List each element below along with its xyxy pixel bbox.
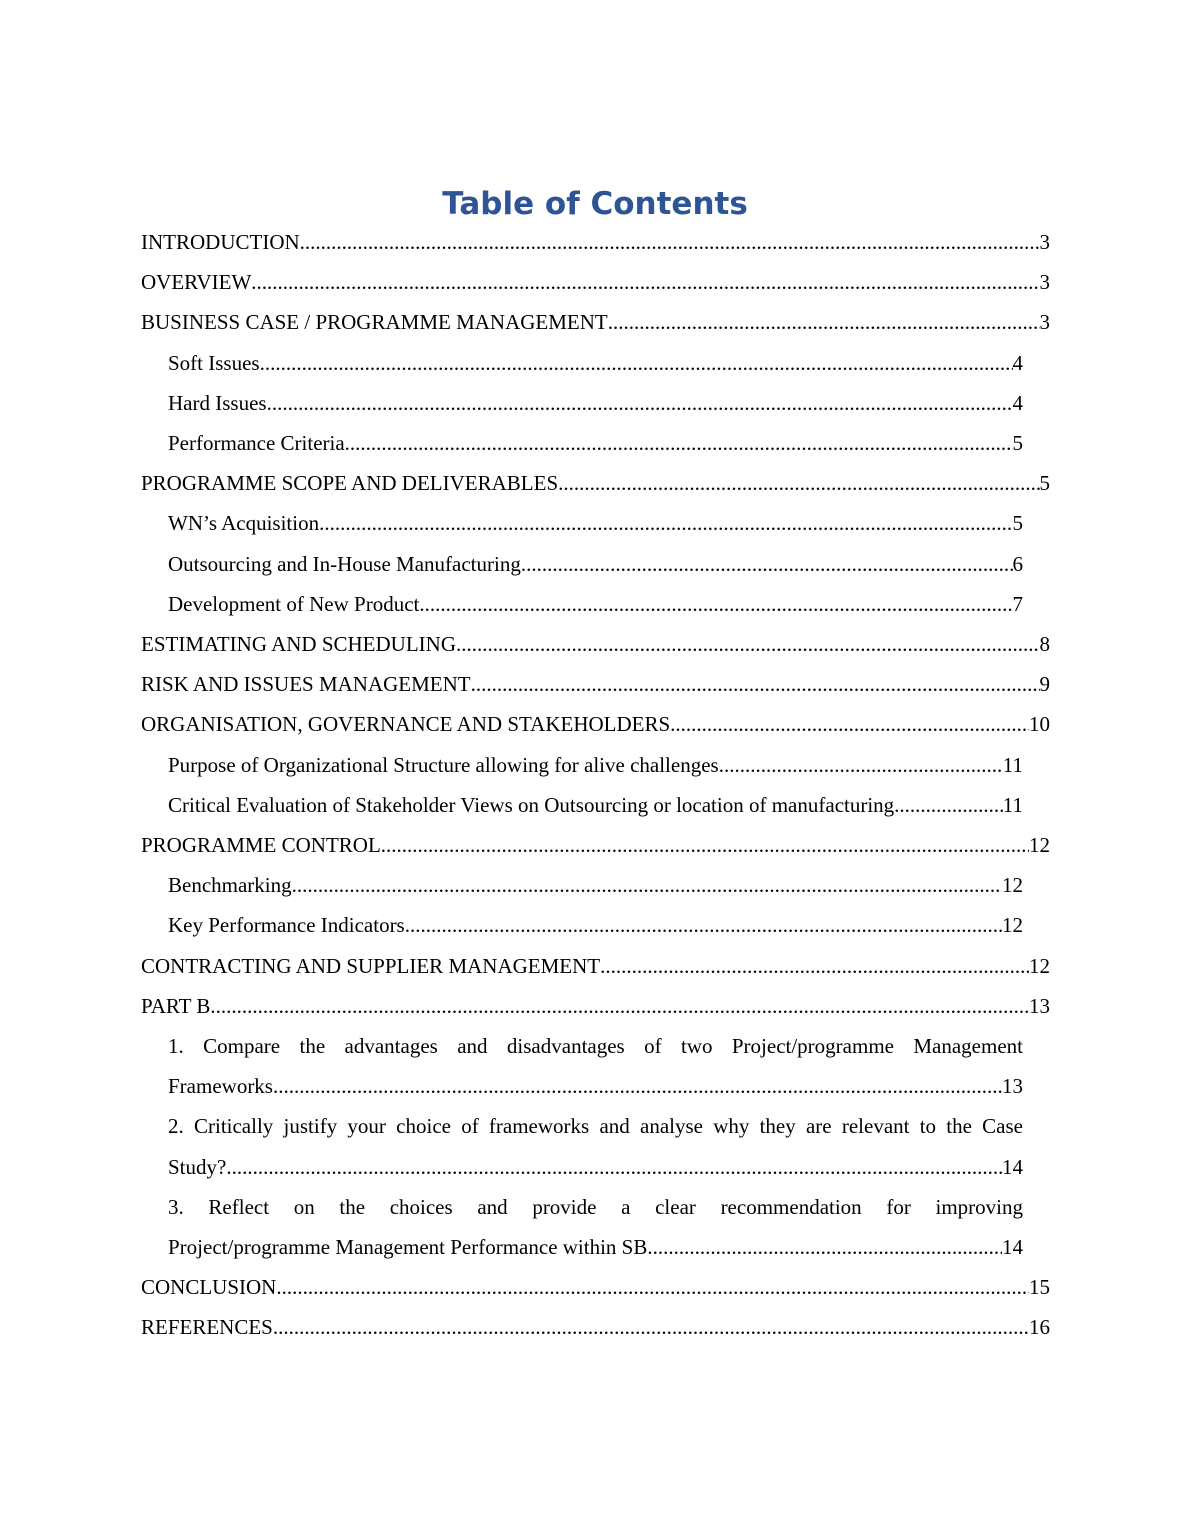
toc-list bbox=[141, 222, 1050, 1348]
toc-entry-hard-issues[interactable] bbox=[168, 383, 1023, 423]
toc-entry-label: PART B bbox=[141, 993, 211, 1018]
dot-leader bbox=[558, 463, 1039, 503]
toc-entry-label: ORGANISATION, GOVERNANCE AND STAKEHOLDERS bbox=[141, 712, 671, 737]
toc-page-number: 10 bbox=[1029, 712, 1050, 737]
dot-leader bbox=[267, 383, 1013, 423]
toc-entry-label: INTRODUCTION bbox=[141, 230, 300, 254]
toc-entry-references[interactable] bbox=[141, 1307, 1050, 1347]
toc-entry-benchmarking[interactable] bbox=[168, 865, 1023, 905]
toc-page-number: 12 bbox=[1029, 833, 1050, 858]
toc-entry-first-line: 3. Reflect on the choices and provide a clear recommendation for improving bbox=[168, 1194, 1023, 1219]
dot-leader bbox=[600, 946, 1029, 986]
toc-page-number: 16 bbox=[1029, 1315, 1050, 1340]
toc-entry-label: Project/programme Management Performance within SB bbox=[168, 1235, 648, 1260]
toc-entry-overview[interactable] bbox=[141, 262, 1050, 302]
toc-entry-label: ESTIMATING AND SCHEDULING bbox=[141, 632, 456, 657]
toc-page-number: 13 bbox=[1002, 1074, 1023, 1099]
toc-entry-label: WN’s Acquisition bbox=[168, 511, 320, 536]
dot-leader bbox=[894, 785, 1003, 825]
dot-leader bbox=[719, 745, 1003, 785]
toc-entry-risk[interactable] bbox=[141, 664, 1050, 704]
toc-page-number: 14 bbox=[1002, 1154, 1023, 1179]
dot-leader bbox=[521, 544, 1013, 584]
dot-leader bbox=[300, 222, 1040, 262]
dot-leader bbox=[319, 503, 1012, 543]
toc-entry-reflect-choices[interactable] bbox=[168, 1187, 1023, 1267]
toc-entry-label: OVERVIEW bbox=[141, 270, 252, 295]
toc-page-number: 4 bbox=[1012, 390, 1023, 415]
dot-leader bbox=[670, 704, 1029, 744]
toc-entry-label: CONCLUSION bbox=[141, 1275, 277, 1300]
dot-leader bbox=[273, 1307, 1029, 1347]
dot-leader bbox=[276, 1267, 1029, 1307]
toc-entry-label: Key Performance Indicators bbox=[168, 913, 405, 938]
toc-entry-outsourcing[interactable] bbox=[168, 544, 1023, 584]
dot-leader bbox=[381, 825, 1029, 865]
toc-page-number: 12 bbox=[1029, 953, 1050, 978]
dot-leader bbox=[260, 343, 1013, 383]
dot-leader bbox=[608, 302, 1040, 342]
toc-entry-wn-acquisition[interactable] bbox=[168, 503, 1023, 543]
toc-page-number: 12 bbox=[1002, 913, 1023, 938]
toc-entry-label: Frameworks bbox=[168, 1074, 273, 1099]
toc-entry-stakeholder-views[interactable] bbox=[168, 785, 1023, 825]
dot-leader bbox=[251, 262, 1039, 302]
dot-leader bbox=[345, 423, 1013, 463]
toc-title: Table of Contents bbox=[442, 186, 748, 222]
toc-entry-first-line: 1. Compare the advantages and disadvantages of two Project/programme Management bbox=[168, 1034, 1023, 1059]
dot-leader bbox=[292, 865, 1002, 905]
toc-entry-label: PROGRAMME SCOPE AND DELIVERABLES bbox=[141, 471, 559, 496]
toc-entry-label: Study? bbox=[168, 1154, 227, 1179]
toc-entry-label: PROGRAMME CONTROL bbox=[141, 833, 381, 858]
toc-entry-compare-frameworks[interactable] bbox=[168, 1026, 1023, 1106]
toc-entry-label: Outsourcing and In-House Manufacturing bbox=[168, 551, 521, 576]
toc-page-number: 11 bbox=[1002, 752, 1023, 777]
dot-leader bbox=[419, 584, 1012, 624]
toc-page-number: 9 bbox=[1039, 672, 1050, 697]
toc-entry-label: REFERENCES bbox=[141, 1315, 273, 1340]
toc-page-number: 15 bbox=[1029, 1275, 1050, 1300]
toc-page-number: 8 bbox=[1039, 632, 1050, 657]
toc-entry-label: RISK AND ISSUES MANAGEMENT bbox=[141, 672, 471, 697]
toc-entry-label: Purpose of Organizational Structure allowing for alive challenges bbox=[168, 752, 719, 777]
toc-entry-introduction[interactable] bbox=[141, 222, 1050, 262]
toc-entry-kpi[interactable] bbox=[168, 905, 1023, 945]
toc-entry-label: Benchmarking bbox=[168, 873, 292, 898]
toc-entry-performance-criteria[interactable] bbox=[168, 423, 1023, 463]
toc-page-number: 4 bbox=[1012, 350, 1023, 375]
dot-leader bbox=[456, 624, 1040, 664]
toc-page-number: 7 bbox=[1012, 591, 1023, 616]
toc-entry-label: Hard Issues bbox=[168, 390, 267, 415]
toc-entry-programme-scope[interactable] bbox=[141, 463, 1050, 503]
toc-entry-label: Development of New Product bbox=[168, 591, 420, 616]
dot-leader bbox=[210, 986, 1029, 1026]
toc-page-number: 5 bbox=[1039, 471, 1050, 496]
toc-page-number: 3 bbox=[1039, 270, 1050, 295]
toc-entry-programme-control[interactable] bbox=[141, 825, 1050, 865]
dot-leader bbox=[405, 905, 1002, 945]
toc-entry-organisation[interactable] bbox=[141, 704, 1050, 744]
toc-page-number: 12 bbox=[1002, 873, 1023, 898]
toc-page-number: 13 bbox=[1029, 993, 1050, 1018]
toc-page-number: 6 bbox=[1012, 551, 1023, 576]
toc-entry-contracting[interactable] bbox=[141, 946, 1050, 986]
toc-page-number: 11 bbox=[1002, 792, 1023, 817]
toc-entry-part-b[interactable] bbox=[141, 986, 1050, 1026]
toc-page-number: 5 bbox=[1012, 431, 1023, 456]
toc-entry-justify-frameworks[interactable] bbox=[168, 1106, 1023, 1186]
toc-entry-first-line: 2. Critically justify your choice of frameworks and analyse why they are relevant to the Case bbox=[168, 1114, 1023, 1139]
dot-leader bbox=[273, 1066, 1002, 1106]
toc-entry-soft-issues[interactable] bbox=[168, 343, 1023, 383]
dot-leader bbox=[647, 1227, 1002, 1267]
toc-page-number: 5 bbox=[1012, 511, 1023, 536]
toc-entry-conclusion[interactable] bbox=[141, 1267, 1050, 1307]
toc-entry-new-product[interactable] bbox=[168, 584, 1023, 624]
toc-entry-label: CONTRACTING AND SUPPLIER MANAGEMENT bbox=[141, 953, 601, 978]
toc-entry-business-case[interactable] bbox=[141, 302, 1050, 342]
toc-page-number: 3 bbox=[1039, 230, 1050, 254]
toc-entry-label: BUSINESS CASE / PROGRAMME MANAGEMENT bbox=[141, 310, 608, 335]
toc-entry-estimating[interactable] bbox=[141, 624, 1050, 664]
toc-entry-label: Performance Criteria bbox=[168, 431, 345, 456]
toc-entry-label: Critical Evaluation of Stakeholder Views on Outsourcing or location of manufacturing bbox=[168, 792, 895, 817]
dot-leader bbox=[226, 1147, 1002, 1187]
toc-page-number: 3 bbox=[1039, 310, 1050, 335]
toc-entry-label: Soft Issues bbox=[168, 350, 260, 375]
dot-leader bbox=[471, 664, 1040, 704]
toc-page-number: 14 bbox=[1002, 1235, 1023, 1260]
toc-entry-org-structure[interactable] bbox=[168, 745, 1023, 785]
